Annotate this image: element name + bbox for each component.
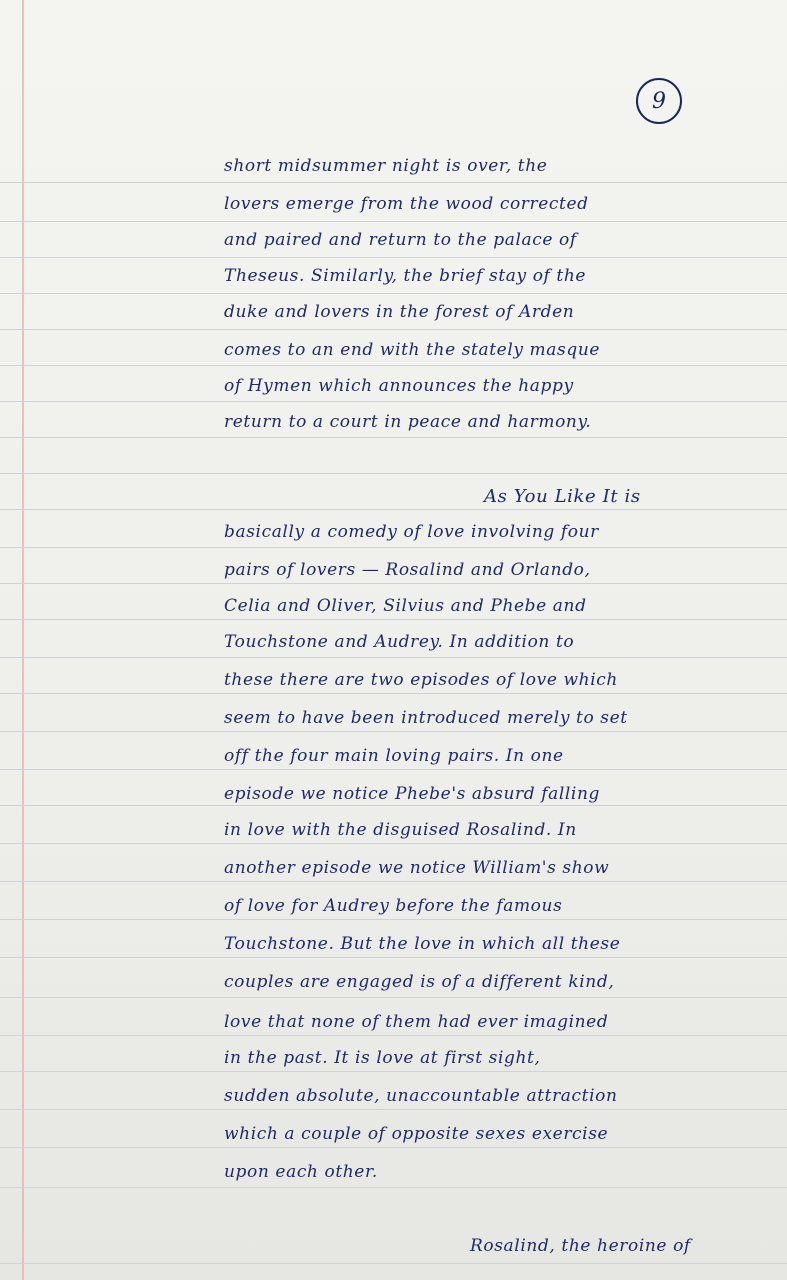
text-line: another episode we notice William's show <box>224 858 610 878</box>
ruled-line <box>0 1263 787 1264</box>
text-line: Theseus. Similarly, the brief stay of the <box>224 266 587 286</box>
text-line: duke and lovers in the forest of Arden <box>224 302 575 322</box>
ruled-line <box>0 365 787 366</box>
ruled-line <box>0 1187 787 1188</box>
text-line: of love for Audrey before the famous <box>224 896 563 916</box>
ruled-line <box>0 1035 787 1036</box>
ruled-line <box>0 509 787 510</box>
paragraph-opening: As You Like It is <box>484 486 641 507</box>
text-line: Touchstone. But the love in which all these <box>224 934 621 954</box>
ruled-line <box>0 805 787 806</box>
text-line: basically a comedy of love involving four <box>224 522 599 542</box>
text-line: off the four main loving pairs. In one <box>224 746 564 766</box>
ruled-line <box>0 693 787 694</box>
text-line: and paired and return to the palace of <box>224 230 577 250</box>
ruled-line <box>0 957 787 958</box>
ruled-line <box>0 997 787 998</box>
paragraph-opening: Rosalind, the heroine of <box>470 1236 691 1256</box>
page-number: 9 <box>636 78 682 124</box>
ruled-line <box>0 437 787 438</box>
ruled-line <box>0 619 787 620</box>
ruled-line <box>0 221 787 222</box>
text-line: return to a court in peace and harmony. <box>224 412 592 432</box>
ruled-line <box>0 547 787 548</box>
ruled-line <box>0 1147 787 1148</box>
text-line: of Hymen which announces the happy <box>224 376 574 396</box>
ruled-line <box>0 401 787 402</box>
text-line: seem to have been introduced merely to set <box>224 708 628 728</box>
ruled-line <box>0 881 787 882</box>
text-line: upon each other. <box>224 1162 378 1182</box>
ruled-line <box>0 731 787 732</box>
text-line: these there are two episodes of love which <box>224 670 618 690</box>
ruled-line <box>0 1071 787 1072</box>
ruled-line <box>0 257 787 258</box>
ruled-line <box>0 657 787 658</box>
text-line: couples are engaged is of a different kind, <box>224 972 615 992</box>
ruled-line <box>0 182 787 183</box>
ruled-line <box>0 329 787 330</box>
text-line: Celia and Oliver, Silvius and Phebe and <box>224 596 587 616</box>
ruled-line <box>0 293 787 294</box>
margin-line <box>22 0 24 1280</box>
text-line: in the past. It is love at first sight, <box>224 1048 541 1068</box>
ruled-line <box>0 583 787 584</box>
text-line: which a couple of opposite sexes exercise <box>224 1124 609 1144</box>
text-line: love that none of them had ever imagined <box>224 1012 609 1032</box>
text-line: pairs of lovers — Rosalind and Orlando, <box>224 560 591 580</box>
text-line: comes to an end with the stately masque <box>224 340 601 360</box>
ruled-line <box>0 843 787 844</box>
text-line: in love with the disguised Rosalind. In <box>224 820 577 840</box>
text-line: lovers emerge from the wood corrected <box>224 194 589 214</box>
ruled-line <box>0 473 787 474</box>
ruled-line <box>0 1109 787 1110</box>
text-line: Touchstone and Audrey. In addition to <box>224 632 575 652</box>
text-line: sudden absolute, unaccountable attraction <box>224 1086 618 1106</box>
ruled-line <box>0 919 787 920</box>
ruled-line <box>0 769 787 770</box>
text-line: episode we notice Phebe's absurd falling <box>224 784 601 804</box>
text-line: short midsummer night is over, the <box>224 156 548 176</box>
